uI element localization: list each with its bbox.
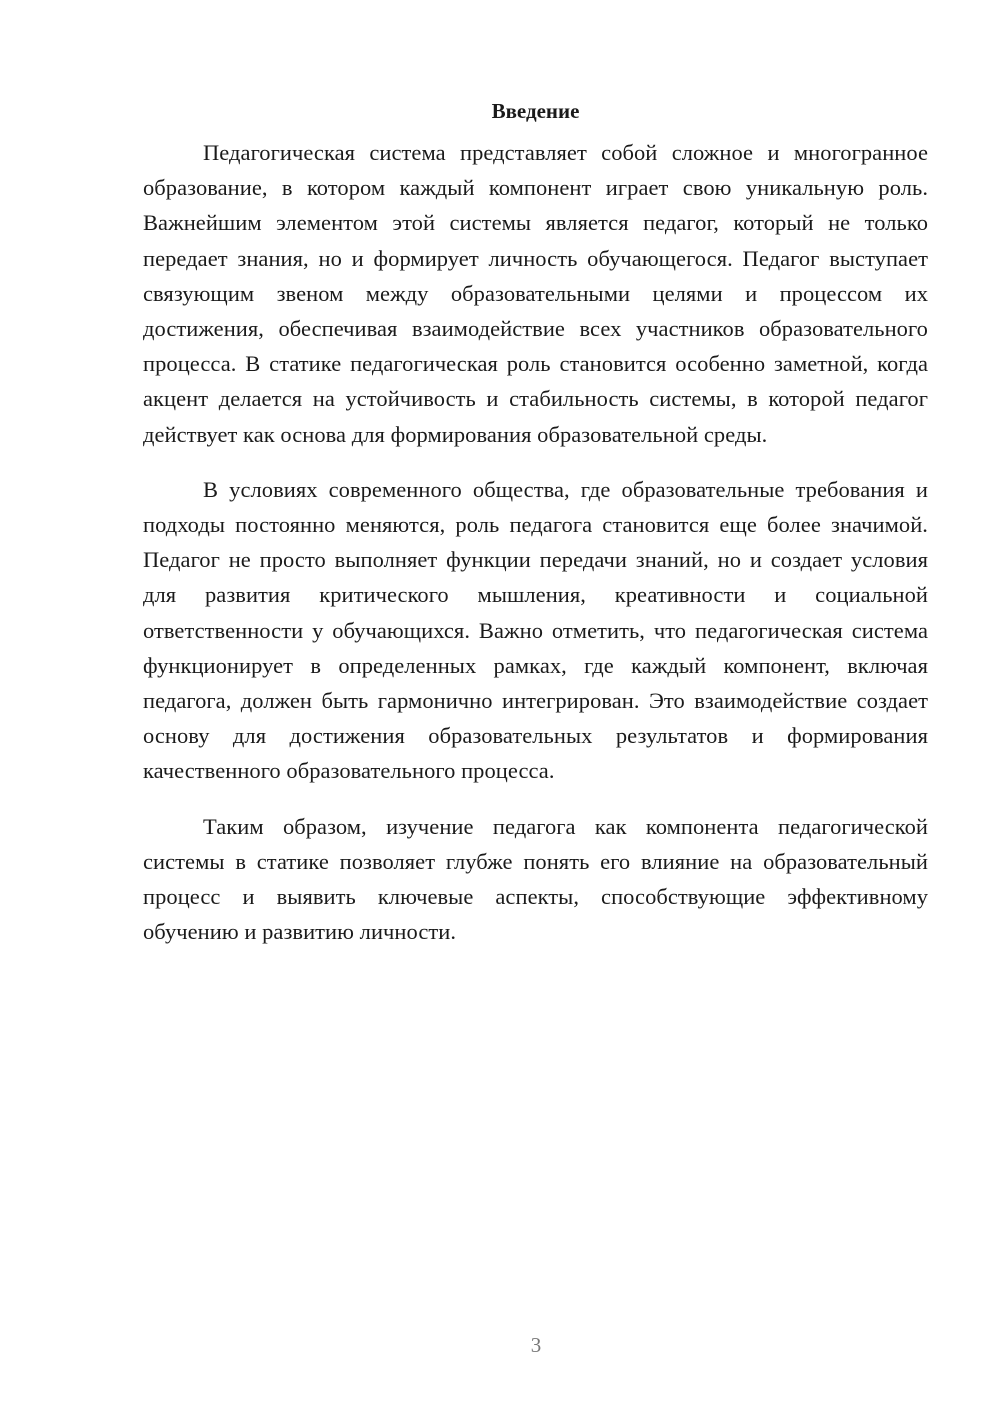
section-title: Введение [491,99,580,123]
paragraph-2: В условиях современного общества, где образовательные требования и подходы постоянно меняются, роль педагога становится еще более значимой. Педагог не просто выполняет функции передачи знаний, но и создает условия для развития критического мышления, креативности и социальной ответственности у обучающихся. Важно отметить, что педагогическая система функционирует в определенных рамках, где каждый компонент, включая педагога, должен быть гармонично интегрирован. Это взаимодействие создает основу для достижения образовательных результатов и формирования качественного образовательного процесса. [143,476,928,784]
page-number: 3 [530,1333,542,1357]
paragraph-1: Педагогическая система представляет собой сложное и многогранное образование, в котором каждый компонент играет свою уникальную роль. Важнейшим элементом этой системы является педагог, который не только передает знания, но и формирует личность обучающегося. Педагог выступает связующим звеном между образовательными целями и процессом их достижения, обеспечивая взаимодействие всех участников образовательного процесса. В статике педагогическая роль становится особенно заметной, когда акцент делается на устойчивость и стабильность системы, в которой педагог действует как основа для формирования образовательной среды. [143,140,928,447]
page-content [143,95,928,969]
paragraph-3: Таким образом, изучение педагога как компонента педагогической системы в статике позволяет глубже понять его влияние на образовательный процесс и выявить ключевые аспекты, способствующие эффективному обучению и развитию личности. [143,813,928,945]
